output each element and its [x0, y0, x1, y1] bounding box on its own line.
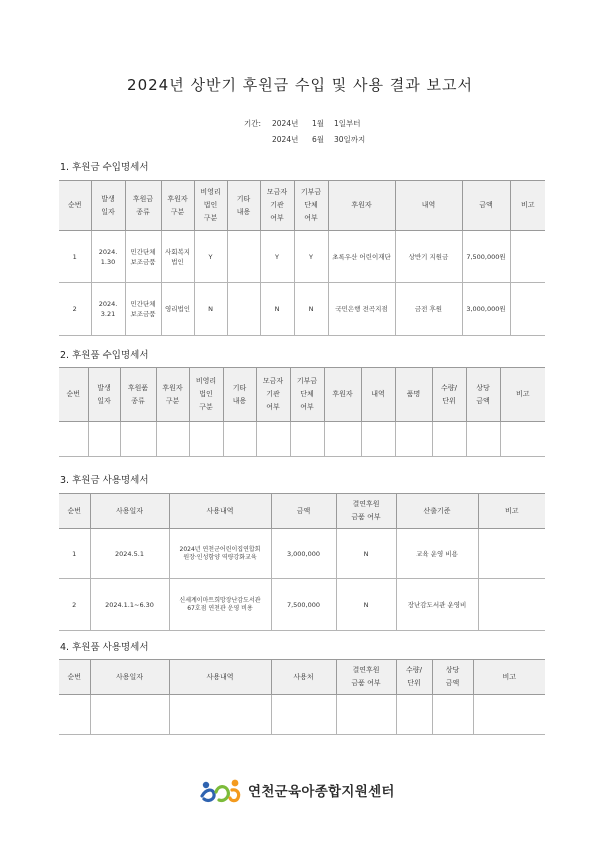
- goods-income-table: [59, 367, 545, 457]
- period-end-year: 2024년: [272, 135, 299, 144]
- table-cell: 민간단체 보조금품: [125, 231, 161, 283]
- table-cell: [324, 422, 361, 457]
- table-row: [59, 579, 545, 631]
- table-cell: 초록우산 어린이재단: [328, 231, 395, 283]
- table-cell: [227, 283, 260, 336]
- period-end-day: 30일까지: [334, 135, 366, 144]
- table-cell: 2: [59, 579, 90, 631]
- report-title: 2024년 상반기 후원금 수입 및 사용 결과 보고서: [127, 76, 473, 94]
- header-cell: 사용일자: [90, 660, 169, 695]
- header-cell: 수량/ 단위: [432, 368, 466, 422]
- table-cell: 2024. 3.21: [91, 283, 125, 336]
- table-cell: 국민은행 전곡지점: [328, 283, 395, 336]
- table-cell: [500, 422, 545, 457]
- table-cell: 1: [59, 231, 91, 283]
- header-cell: 기타 내용: [223, 368, 256, 422]
- period-start-year: 2024년: [272, 119, 299, 128]
- header-cell: 기부금 단체 여부: [290, 368, 324, 422]
- period-start-month: 1월: [312, 119, 325, 128]
- period-label: 기간:: [244, 119, 262, 128]
- header-cell: 순번: [59, 368, 88, 422]
- logo-stroke-green: [216, 787, 228, 801]
- header-cell: 비고: [473, 660, 545, 695]
- table-cell: [120, 422, 156, 457]
- logo-dot-orange: [232, 780, 239, 787]
- header-cell: 금액: [462, 181, 510, 231]
- table-cell: 2024. 1.30: [91, 231, 125, 283]
- header-cell: 사용내역: [169, 660, 271, 695]
- header-cell: 상당 금액: [432, 660, 473, 695]
- table-cell: 영리법인: [161, 283, 194, 336]
- table-row: [59, 422, 545, 457]
- table-cell: 2024.1.1~6.30: [90, 579, 169, 631]
- table-cell: [156, 422, 189, 457]
- table-cell: 2: [59, 283, 91, 336]
- table-cell: 사회복지 법인: [161, 231, 194, 283]
- logo-stroke-orange: [230, 790, 239, 801]
- table-cell: [227, 231, 260, 283]
- table-cell: 장난감도서관 운영비: [396, 579, 478, 631]
- header-cell: 모금자 기관 여부: [260, 181, 294, 231]
- table-cell: [432, 422, 466, 457]
- table-cell: [396, 695, 432, 735]
- header-cell: 기타 내용: [227, 181, 260, 231]
- table-cell: 민간단체 보조금품: [125, 283, 161, 336]
- header-cell: 사용일자: [90, 494, 169, 529]
- header-cell: 발생 일자: [91, 181, 125, 231]
- header-cell: 금액: [271, 494, 336, 529]
- table-cell: Y: [294, 231, 328, 283]
- header-cell: 순번: [59, 494, 90, 529]
- table-cell: [256, 422, 290, 457]
- table-row: [59, 695, 545, 735]
- header-cell: 비영리 법인 구분: [194, 181, 227, 231]
- header-cell: 후원품 종류: [120, 368, 156, 422]
- table-cell: [223, 422, 256, 457]
- table-cell: 3,000,000: [271, 529, 336, 579]
- table-cell: Y: [260, 231, 294, 283]
- table-cell: [361, 422, 395, 457]
- header-cell: 발생 일자: [88, 368, 120, 422]
- table-cell: 상반기 지원금: [395, 231, 462, 283]
- header-cell: 순번: [59, 181, 91, 231]
- goods-usage-table: [59, 659, 545, 735]
- section2-title: 2. 후원품 수입명세서: [60, 350, 149, 361]
- header-cell: 결연후원 금품 여부: [336, 660, 396, 695]
- table-row: [59, 529, 545, 579]
- header-cell: 내역: [395, 181, 462, 231]
- table-cell: 교육 운영 비용: [396, 529, 478, 579]
- header-cell: 결연후원 금품 여부: [336, 494, 396, 529]
- header-cell: 모금자 기관 여부: [256, 368, 290, 422]
- logo-stroke-blue: [202, 790, 214, 800]
- table-header-row: [59, 494, 545, 529]
- report-period: [244, 116, 365, 148]
- header-cell: 순번: [59, 660, 90, 695]
- table-header-row: [59, 660, 545, 695]
- header-cell: 후원금 종류: [125, 181, 161, 231]
- table-cell: [169, 695, 271, 735]
- table-cell: 금전 후원: [395, 283, 462, 336]
- table-cell: [466, 422, 500, 457]
- section3-title: 3. 후원금 사용명세서: [60, 475, 149, 486]
- table-cell: [271, 695, 336, 735]
- header-cell: 비고: [500, 368, 545, 422]
- table-cell: N: [194, 283, 227, 336]
- table-cell: [88, 422, 120, 457]
- logo-dot-blue: [203, 782, 209, 788]
- donation-usage-table: [59, 493, 545, 631]
- table-cell: N: [260, 283, 294, 336]
- table-cell: 1: [59, 529, 90, 579]
- table-cell: [290, 422, 324, 457]
- header-cell: 후원자 구분: [156, 368, 189, 422]
- organization-logo: [200, 776, 395, 804]
- header-cell: 기부금 단체 여부: [294, 181, 328, 231]
- donation-income-table: [59, 180, 545, 336]
- table-header-row: [59, 368, 545, 422]
- organization-name: 연천군육아종합지원센터: [248, 784, 395, 800]
- header-cell: 수량/ 단위: [396, 660, 432, 695]
- table-cell: [90, 695, 169, 735]
- table-cell: [189, 422, 223, 457]
- table-cell: [478, 579, 545, 631]
- section4-title: 4. 후원품 사용명세서: [60, 642, 149, 653]
- table-cell: [336, 695, 396, 735]
- table-cell: [432, 695, 473, 735]
- header-cell: 내역: [361, 368, 395, 422]
- table-cell: N: [336, 529, 396, 579]
- table-cell: 2024.5.1: [90, 529, 169, 579]
- table-cell: N: [336, 579, 396, 631]
- table-cell: [59, 695, 90, 735]
- table-header-row: [59, 181, 545, 231]
- table-cell: [59, 422, 88, 457]
- table-cell: Y: [194, 231, 227, 283]
- period-start-day: 1일부터: [334, 119, 361, 128]
- table-cell: [473, 695, 545, 735]
- table-cell: 3,000,000원: [462, 283, 510, 336]
- period-end: [244, 132, 365, 148]
- header-cell: 비영리 법인 구분: [189, 368, 223, 422]
- header-cell: 사용처: [271, 660, 336, 695]
- header-cell: 비고: [478, 494, 545, 529]
- childcare-center-logo-icon: [200, 776, 244, 804]
- table-cell: [395, 422, 432, 457]
- period-start: [244, 116, 365, 132]
- table-cell: [510, 231, 545, 283]
- header-cell: 사용내역: [169, 494, 271, 529]
- table-cell: 2024년 연천군어린이집연합회 원장·인성함양 역량강화교육: [169, 529, 271, 579]
- header-cell: 후원자: [328, 181, 395, 231]
- table-cell: [510, 283, 545, 336]
- table-cell: 신세계이마트희망장난감도서관 67호점 연천관 운영 비용: [169, 579, 271, 631]
- table-row: [59, 231, 545, 283]
- header-cell: 품명: [395, 368, 432, 422]
- table-cell: 7,500,000: [271, 579, 336, 631]
- header-cell: 후원자: [324, 368, 361, 422]
- table-cell: N: [294, 283, 328, 336]
- period-end-month: 6월: [312, 135, 325, 144]
- table-cell: 7,500,000원: [462, 231, 510, 283]
- section1-title: 1. 후원금 수입명세서: [60, 162, 149, 173]
- header-cell: 비고: [510, 181, 545, 231]
- header-cell: 후원자 구분: [161, 181, 194, 231]
- table-row: [59, 283, 545, 336]
- table-cell: [478, 529, 545, 579]
- header-cell: 산출기준: [396, 494, 478, 529]
- header-cell: 상당 금액: [466, 368, 500, 422]
